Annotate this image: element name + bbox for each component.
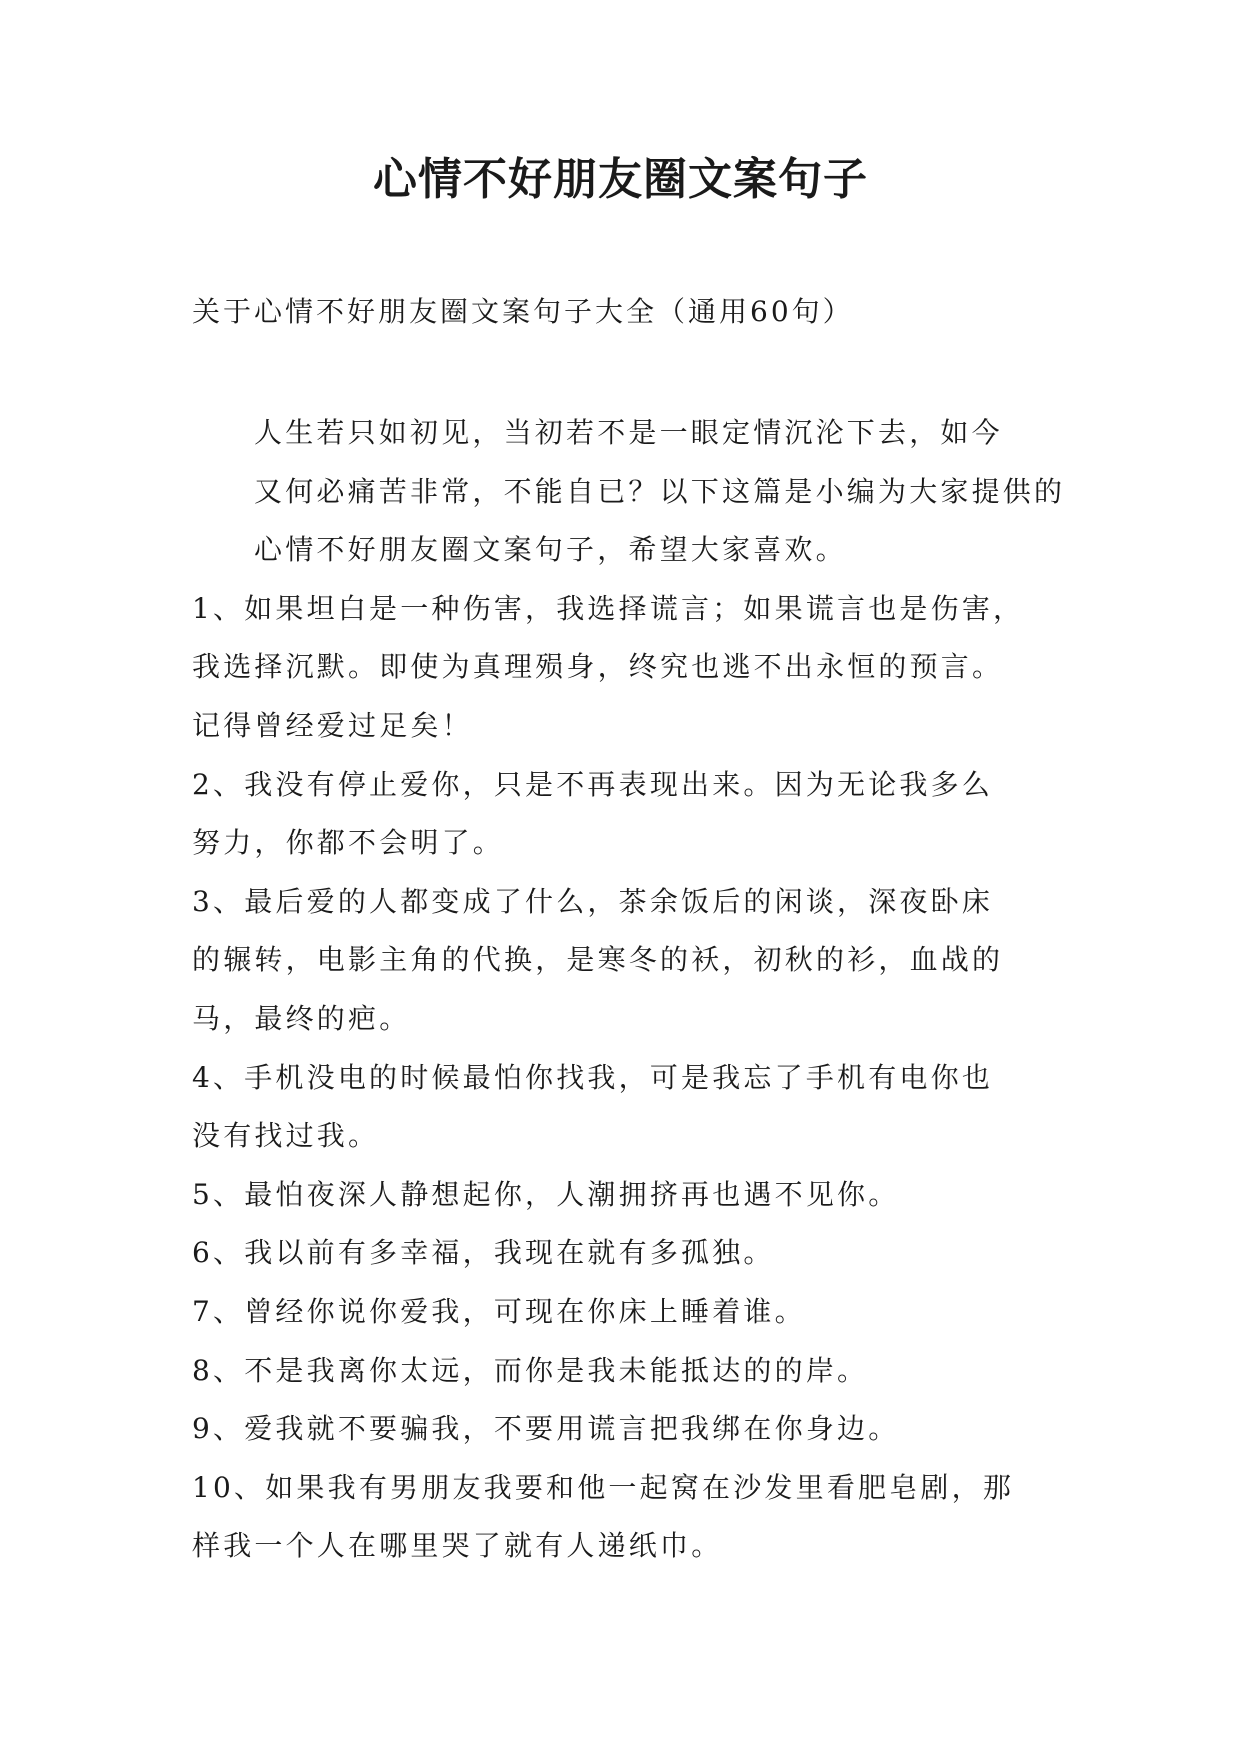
list-item bbox=[192, 873, 1062, 1049]
text-line: 样我一个人在哪里哭了就有人递纸巾。 bbox=[192, 1529, 723, 1563]
list-item bbox=[192, 1224, 1062, 1283]
text-line: 3、最后爱的人都变成了什么，茶余饭后的闲谈，深夜卧床 bbox=[192, 884, 994, 918]
page-title: 心情不好朋友圈文案句子 bbox=[373, 154, 868, 205]
text-line: 7、曾经你说你爱我，可现在你床上睡着谁。 bbox=[192, 1294, 806, 1328]
list-item bbox=[192, 1400, 1062, 1459]
text-line: 10、如果我有男朋友我要和他一起窝在沙发里看肥皂剧，那 bbox=[192, 1470, 1015, 1504]
text-line: 2、我没有停止爱你，只是不再表现出来。因为无论我多么 bbox=[192, 767, 994, 801]
list-item bbox=[192, 1049, 1062, 1166]
list-item bbox=[192, 1283, 1062, 1342]
list-item bbox=[192, 1342, 1062, 1401]
list-item bbox=[192, 1459, 1062, 1576]
text-line: 又何必痛苦非常，不能自已？以下这篇是小编为大家提供的 bbox=[254, 474, 1066, 508]
text-line: 4、手机没电的时候最怕你找我，可是我忘了手机有电你也 bbox=[192, 1060, 994, 1094]
text-line: 的辗转，电影主角的代换，是寒冬的袄，初秋的衫，血战的 bbox=[192, 943, 1004, 977]
text-line: 6、我以前有多幸福，我现在就有多孤独。 bbox=[192, 1236, 775, 1270]
list-item bbox=[192, 1166, 1062, 1225]
text-line: 没有找过我。 bbox=[192, 1119, 380, 1153]
text-line: 8、不是我离你太远，而你是我未能抵达的的岸。 bbox=[192, 1353, 869, 1387]
text-line: 记得曾经爱过足矣！ bbox=[192, 708, 473, 742]
list-item bbox=[192, 756, 1062, 873]
text-line: 1、如果坦白是一种伤害，我选择谎言；如果谎言也是伤害， bbox=[192, 591, 1025, 625]
text-line: 人生若只如初见，当初若不是一眼定情沉沦下去，如今 bbox=[254, 416, 1003, 449]
list-item bbox=[192, 580, 1062, 756]
intro-paragraph bbox=[192, 404, 1066, 580]
text-line: 马，最终的疤。 bbox=[192, 1001, 411, 1035]
document-body bbox=[192, 404, 1066, 1576]
text-line: 努力，你都不会明了。 bbox=[192, 826, 505, 860]
text-line: 心情不好朋友圈文案句子，希望大家喜欢。 bbox=[254, 533, 847, 567]
document-subtitle: 关于心情不好朋友圈文案句子大全（通用60句） bbox=[192, 295, 854, 328]
text-line: 9、爱我就不要骗我，不要用谎言把我绑在你身边。 bbox=[192, 1412, 900, 1446]
text-line: 5、最怕夜深人静想起你，人潮拥挤再也遇不见你。 bbox=[192, 1177, 900, 1211]
text-line: 我选择沉默。即使为真理殒身，终究也逃不出永恒的预言。 bbox=[192, 650, 1004, 684]
